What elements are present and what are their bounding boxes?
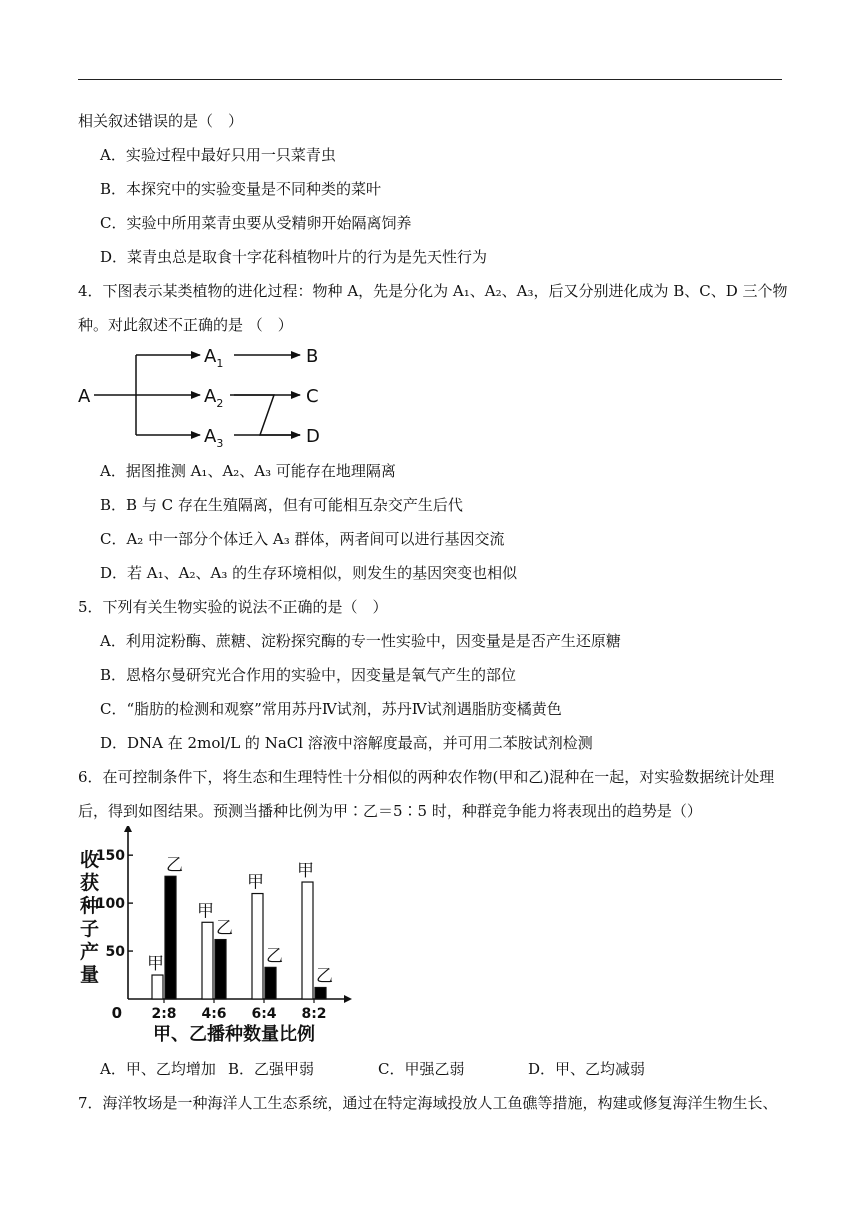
bar-jia <box>152 975 163 999</box>
bar-series-label: 甲 <box>297 861 314 882</box>
q3-option-b: B．本探究中的实验变量是不同种类的菜叶 <box>100 180 382 198</box>
q4-option-d: D．若 A₁、A₂、A₃ 的生存环境相似，则发生的基因突变也相似 <box>100 564 518 582</box>
speciation-diagram <box>74 340 334 450</box>
x-axis-label: 甲、乙播种数量比例 <box>153 1024 315 1045</box>
q4-stem-line1: 4．下图表示某类植物的进化过程：物种 A，先是分化为 A₁、A₂、A₃，后又分别进化成为 B、C、D 三个物 <box>78 282 788 300</box>
q6-option-d: D．甲、乙均减弱 <box>528 1060 646 1078</box>
node-b: B <box>306 346 319 367</box>
x-tick-label: 8:2 <box>301 1006 327 1022</box>
q4-option-b: B．B 与 C 存在生殖隔离，但有可能相互杂交产生后代 <box>100 496 463 514</box>
x-axis-arrow <box>344 995 352 1003</box>
q5-option-b: B．恩格尔曼研究光合作用的实验中，因变量是氧气产生的部位 <box>100 666 517 684</box>
y-tick-label: 50 <box>105 944 125 961</box>
bar-yi <box>165 876 176 999</box>
q3-option-d: D．菜青虫总是取食十字花科植物叶片的行为是先天性行为 <box>100 248 488 266</box>
cross-link-a2-d <box>230 395 300 435</box>
q6-options <box>100 1058 800 1078</box>
bar-jia <box>252 894 263 999</box>
y-axis-arrow <box>124 826 132 832</box>
q5-option-a: A．利用淀粉酶、蔗糖、淀粉探究酶的专一性实验中，因变量是是否产生还原糖 <box>100 632 621 650</box>
bar-series-label: 乙 <box>316 966 333 987</box>
y-tick-label: 0 <box>111 1004 122 1022</box>
bar-series-label: 甲 <box>197 901 214 922</box>
x-tick-label: 6:4 <box>251 1006 277 1022</box>
q7-stem-line1: 7．海洋牧场是一种海洋人工生态系统，通过在特定海域投放人工鱼礁等措施，构建或修复海洋生物生长、 <box>78 1094 778 1112</box>
y-tick-label: 150 <box>95 848 125 865</box>
competition-bar-chart <box>76 826 356 1048</box>
y-axis-label-char: 种 <box>80 895 100 917</box>
y-axis-label-char: 收 <box>80 849 100 871</box>
header-rule <box>78 79 782 80</box>
q5-option-c: C．“脂肪的检测和观察”常用苏丹Ⅳ试剂，苏丹Ⅳ试剂遇脂肪变橘黄色 <box>100 700 562 718</box>
bar-series-label: 乙 <box>216 918 233 939</box>
q4-option-c: C．A₂ 中一部分个体迁入 A₃ 群体，两者间可以进行基因交流 <box>100 530 505 548</box>
node-a1: $A_1$ <box>204 346 224 370</box>
node-d: D <box>306 426 320 447</box>
q3-stem-tail: 相关叙述错误的是（ ） <box>78 112 244 130</box>
q4-stem-line2: 种。对此叙述不正确的是 （ ） <box>78 316 293 334</box>
bar-series-label: 甲 <box>147 954 164 975</box>
y-axis-label-char: 子 <box>80 918 100 940</box>
bar-yi <box>265 967 276 999</box>
node-a3: $A_3$ <box>204 426 224 450</box>
bar-yi <box>315 987 326 999</box>
y-axis-label-char: 产 <box>80 941 100 963</box>
y-axis-label-char: 量 <box>80 964 100 986</box>
q3-option-c: C．实验中所用菜青虫要从受精卵开始隔离饲养 <box>100 214 412 232</box>
node-c: C <box>306 386 319 407</box>
q6-stem-line1: 6．在可控制条件下，将生态和生理特性十分相似的两种农作物(甲和乙)混种在一起，对实验数据统计处理 <box>78 768 775 786</box>
q3-option-a: A．实验过程中最好只用一只菜青虫 <box>100 146 336 164</box>
bar-series-label: 乙 <box>166 855 183 876</box>
node-a: A <box>78 386 91 407</box>
q6-option-b: B．乙强甲弱 <box>228 1060 315 1078</box>
q5-stem: 5．下列有关生物实验的说法不正确的是（ ） <box>78 598 388 616</box>
q6-stem-line2: 后，得到如图结果。预测当播种比例为甲∶乙＝5∶5 时，种群竞争能力将表现出的趋势是（） <box>78 802 702 820</box>
y-axis-label-char: 获 <box>80 872 100 894</box>
x-tick-label: 2:8 <box>151 1006 177 1022</box>
node-a2: $A_2$ <box>204 386 224 410</box>
q6-option-c: C．甲强乙弱 <box>378 1060 465 1078</box>
y-tick-label: 100 <box>95 896 125 913</box>
bar-yi <box>215 940 226 999</box>
bar-series-label: 甲 <box>247 872 264 893</box>
bar-jia <box>202 922 213 999</box>
q6-option-a: A．甲、乙均增加 <box>100 1060 216 1078</box>
bar-jia <box>302 882 313 999</box>
q4-option-a: A．据图推测 A₁、A₂、A₃ 可能存在地理隔离 <box>100 462 396 480</box>
x-tick-label: 4:6 <box>201 1006 227 1022</box>
bar-series-label: 乙 <box>266 946 283 967</box>
q5-option-d: D．DNA 在 2mol/L 的 NaCl 溶液中溶解度最高，并可用二苯胺试剂检测 <box>100 734 593 752</box>
